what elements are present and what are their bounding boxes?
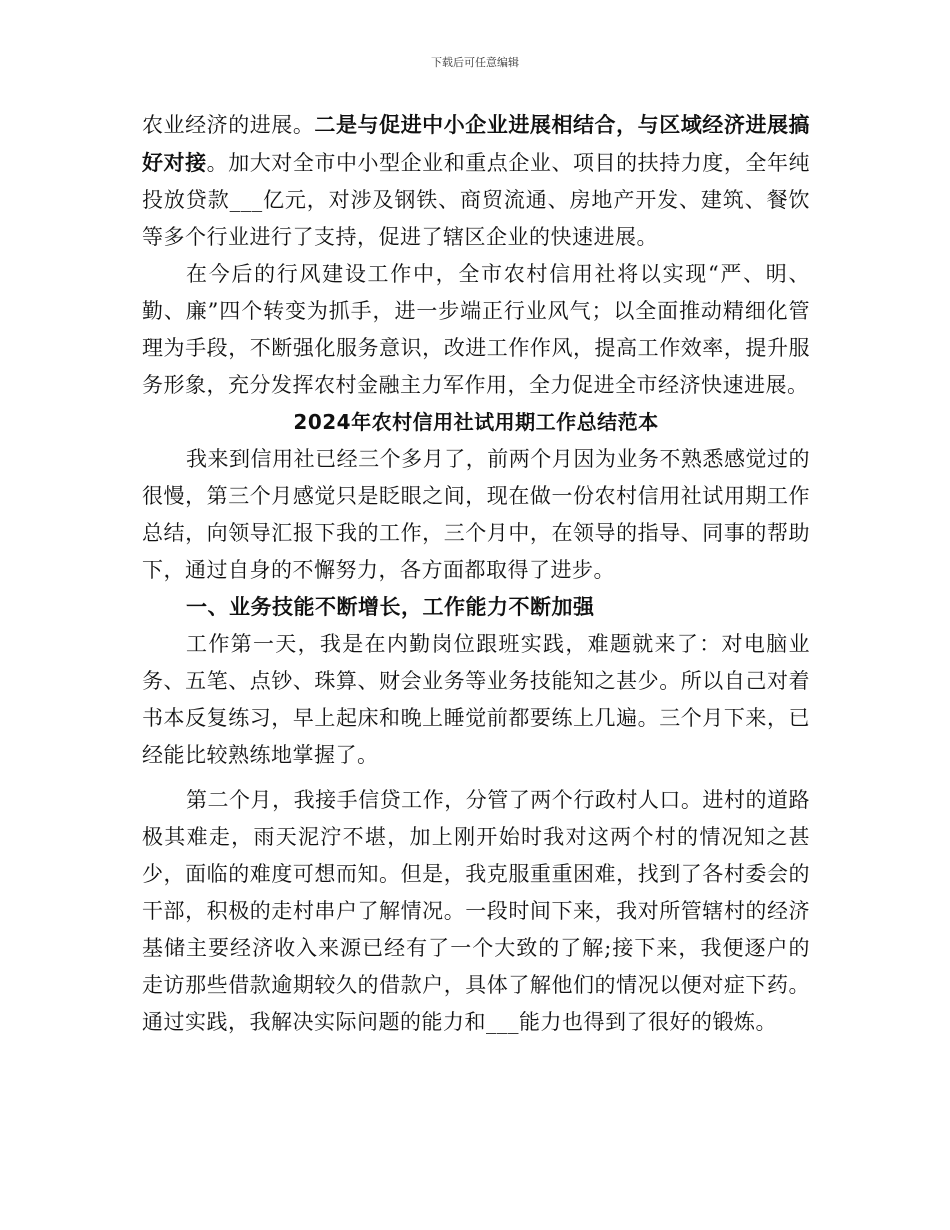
paragraph-second-month: 第二个月，我接手信贷工作，分管了两个行政村人口。进村的道路极其难走，雨天泥泞不堪，加上刚开始时我对这两个村的情况知之甚少，面临的难度可想而知。但是，我克服重重困难，找到了各村委会的干部，积极的走村串户了解情况。一段时间下来，我对所管辖村的经济基储主要经济收入来源已经有了一个大致的了解;接下来，我便逐户的走访那些借款逾期较久的借款户，具体了解他们的情况以便对症下药。通过实践，我解决实际问题的能力和___能力也得到了很好的锻炼。 — [142, 788, 810, 1034]
paragraph-first-day: 工作第一天，我是在内勤岗位跟班实践，难题就来了：对电脑业务、五笔、点钞、珠算、财会业务等业务技能知之甚少。所以自己对着书本反复练习，早上起床和晚上睡觉前都要练上几遍。三个月下来，已经能比较熟练地掌握了。 — [142, 632, 810, 767]
bold-emphasis: 二是与促进中小企业进展相结合，与区域经济进展搞好对接 — [142, 112, 811, 175]
article-title: 2024年农村信用社试用期工作总结范本 — [293, 410, 659, 434]
section-heading: 一、业务技能不断增长，工作能力不断加强 — [186, 595, 595, 619]
text-run: 。加大对全市中小型企业和重点企业、项目的扶持力度，全年纯投放贷款___亿元，对涉及钢铁、商贸流通、房地产开发、建筑、餐饮等多个行业进行了支持，促进了辖区企业的快速进展。 — [142, 151, 811, 249]
paragraph-agri-economy — [142, 106, 810, 256]
paragraph-intro: 我来到信用社已经三个多月了，前两个月因为业务不熟悉感觉过的很慢，第三个月感觉只是眨眼之间，现在做一份农村信用社试用期工作总结，向领导汇报下我的工作，三个月中，在领导的指导、同事的帮助下，通过自身的不懈努力，各方面都取得了进步。 — [142, 447, 810, 582]
paragraph-future-plan: 在今后的行风建设工作中，全市农村信用社将以实现“严、明、勤、廉”四个转变为抓手，进一步端正行业风气；以全面推动精细化管理为手段，不断强化服务意识，改进工作作风，提高工作效率，提升服务形象，充分发挥农村金融主力军作用，全力促进全市经济快速进展。 — [142, 262, 810, 397]
page-header: 下载后可任意编辑 — [431, 56, 519, 69]
document-body — [142, 106, 810, 1041]
text-run: 农业经济的进展。 — [142, 113, 315, 137]
